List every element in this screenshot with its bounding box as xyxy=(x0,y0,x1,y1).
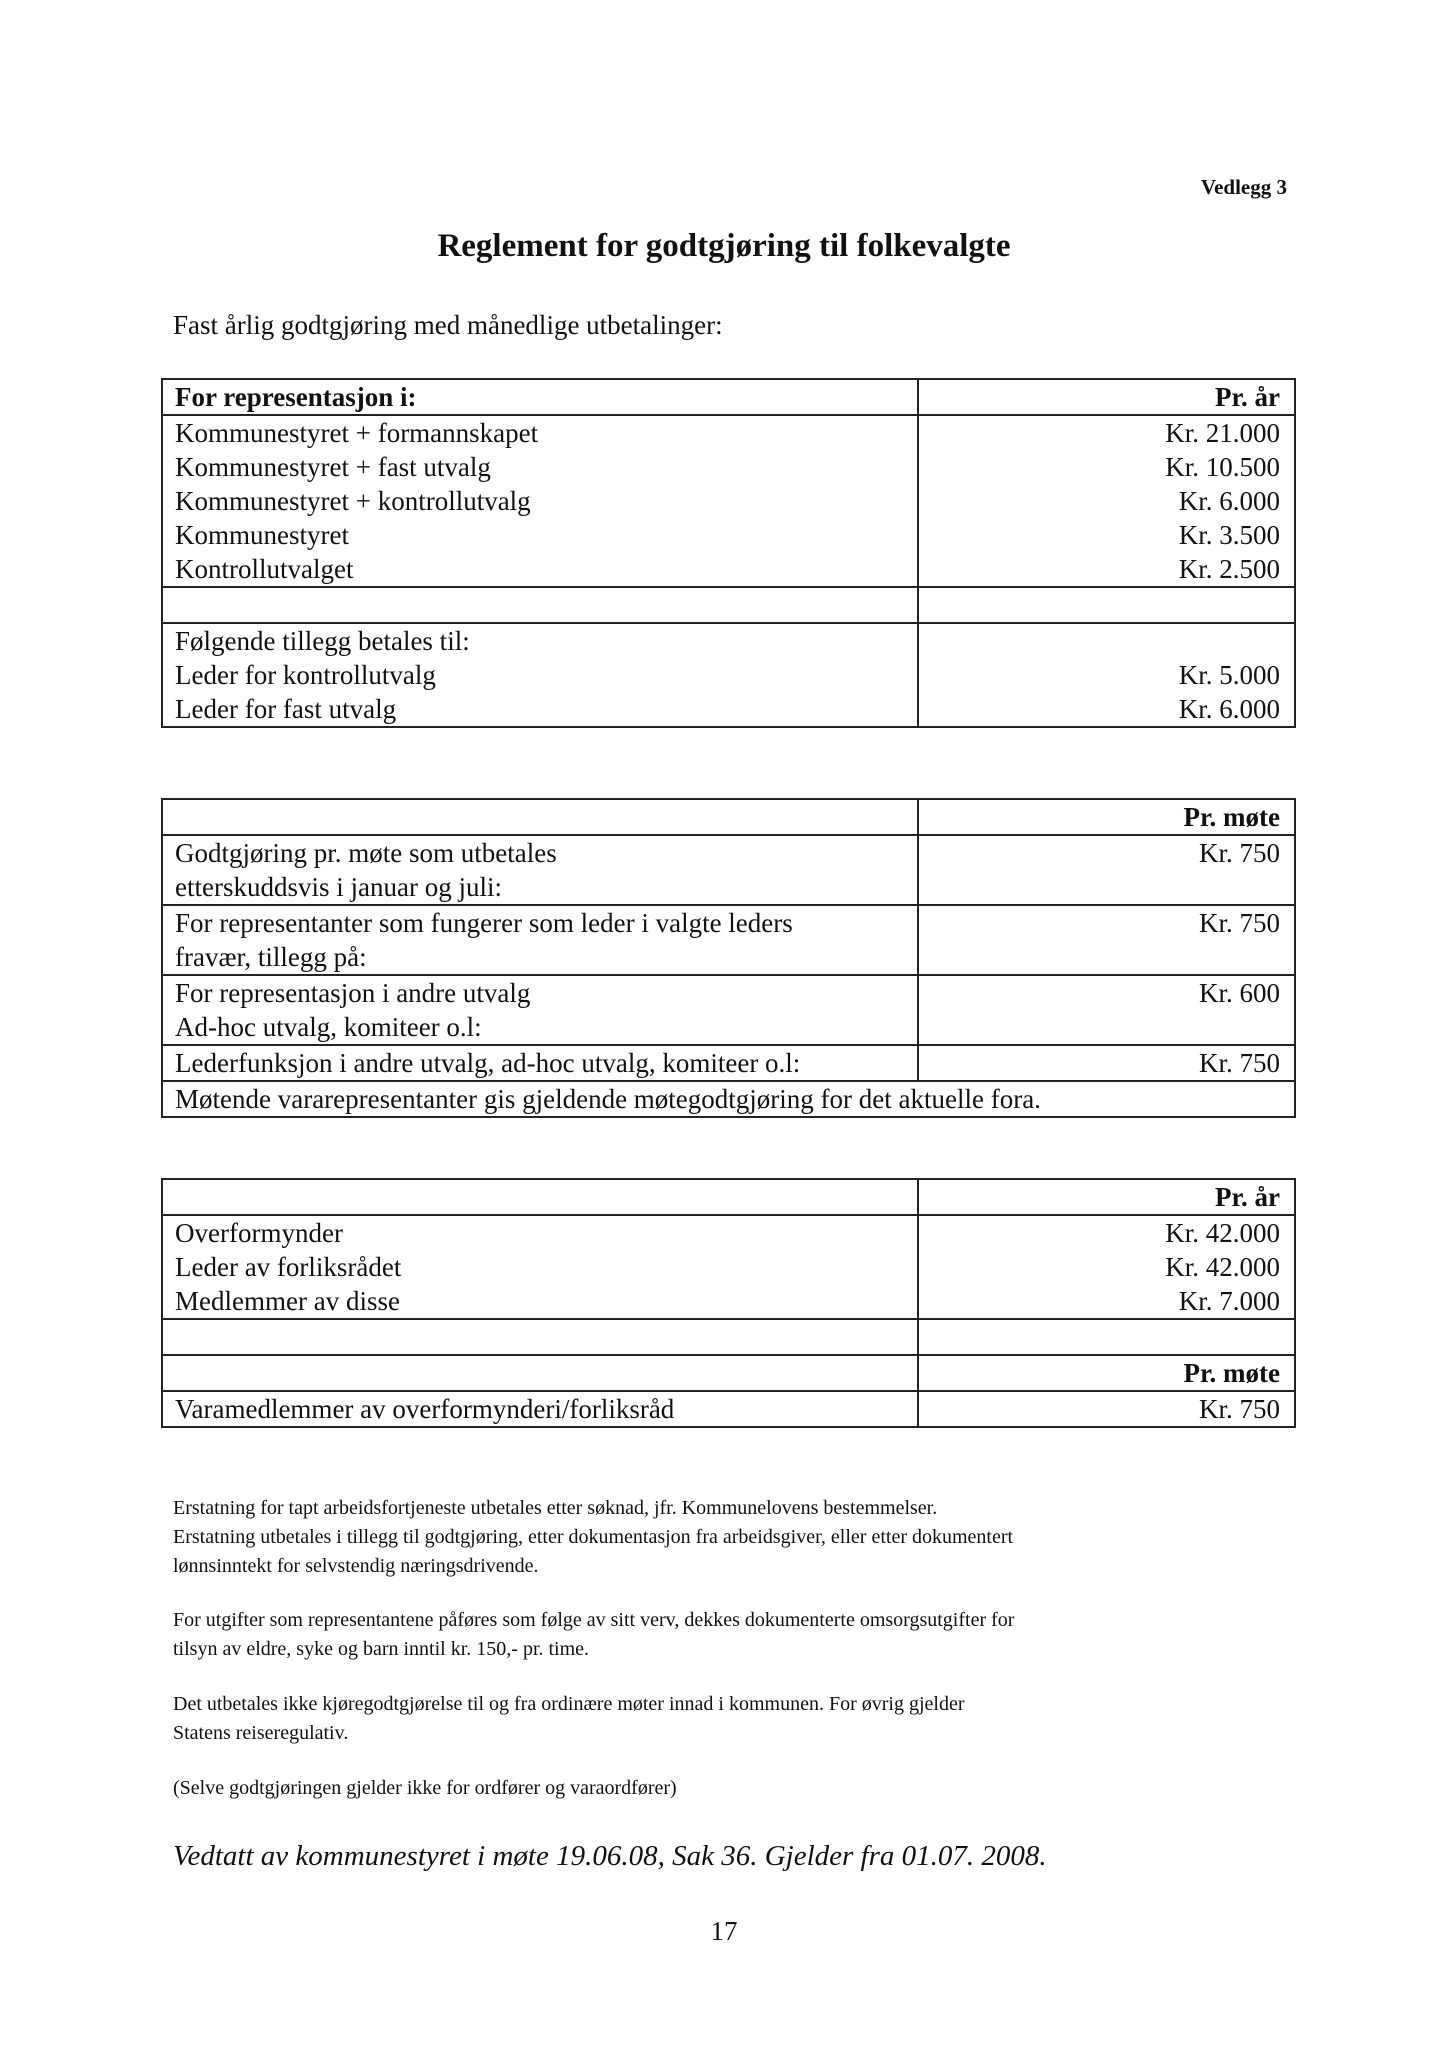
row-label: Varamedlemmer av overformynderi/forliksråd xyxy=(162,1391,918,1427)
row-label: Leder av forliksrådet xyxy=(162,1250,918,1284)
row-value: Kr. 6.000 xyxy=(918,692,1295,727)
column-header-per-meeting: Pr. møte xyxy=(918,1355,1295,1391)
row-label: Lederfunksjon i andre utvalg, ad-hoc utvalg, komiteer o.l: xyxy=(162,1045,918,1081)
row-label: Kommunestyret + formannskapet xyxy=(162,415,918,450)
table-row xyxy=(162,1250,1295,1284)
table-empty-row xyxy=(162,1319,1295,1355)
table-row xyxy=(162,450,1295,484)
table-row xyxy=(162,1391,1295,1427)
row-label-line: For representanter som fungerer som leder i valgte leders xyxy=(175,908,793,938)
table-row xyxy=(162,835,1295,905)
row-value: Kr. 5.000 xyxy=(918,658,1295,692)
page-title: Reglement for godtgjøring til folkevalgte xyxy=(437,228,1011,264)
table-row xyxy=(162,623,1295,658)
row-value: Kr. 7.000 xyxy=(918,1284,1295,1319)
note-line: Statens reiseregulativ. xyxy=(173,1722,349,1744)
empty-cell xyxy=(162,799,918,835)
row-value: Kr. 600 xyxy=(918,975,1295,1045)
table-empty-row xyxy=(162,587,1295,623)
note-line: lønnsinntekt for selvstendig næringsdrivende. xyxy=(173,1555,539,1577)
empty-cell xyxy=(162,1355,918,1391)
note-line: (Selve godtgjøringen gjelder ikke for ordfører og varaordfører) xyxy=(173,1777,677,1799)
note-line: For utgifter som representantene påføres som følge av sitt verv, dekkes dokumenterte omsorgsutgifter for xyxy=(173,1609,1015,1631)
row-label: Kommunestyret + fast utvalg xyxy=(162,450,918,484)
row-value: Kr. 42.000 xyxy=(918,1250,1295,1284)
table-footer-row xyxy=(162,1081,1295,1117)
row-label xyxy=(162,905,918,975)
empty-cell xyxy=(918,587,1295,623)
row-value: Kr. 750 xyxy=(918,1391,1295,1427)
note-line: Erstatning for tapt arbeidsfortjeneste utbetales etter søknad, jfr. Kommunelovens bestemmelser. xyxy=(173,1497,938,1519)
column-header-per-year: Pr. år xyxy=(918,1179,1295,1215)
row-value: Kr. 6.000 xyxy=(918,484,1295,518)
table-row xyxy=(162,905,1295,975)
table-row xyxy=(162,552,1295,587)
note-paragraph-mayor-exception xyxy=(173,1774,1283,1803)
row-value: Kr. 750 xyxy=(918,1045,1295,1081)
row-label: Kommunestyret + kontrollutvalg xyxy=(162,484,918,518)
table-row xyxy=(162,975,1295,1045)
column-header-per-meeting: Pr. møte xyxy=(918,799,1295,835)
page-number: 17 xyxy=(710,1916,738,1946)
note-line: Det utbetales ikke kjøregodtgjørelse til og fra ordinære møter innad i kommunen. For øvrig gjelder xyxy=(173,1693,965,1715)
row-label-line: Ad-hoc utvalg, komiteer o.l: xyxy=(175,1012,482,1042)
table-row xyxy=(162,484,1295,518)
row-value: Kr. 2.500 xyxy=(918,552,1295,587)
row-label: Medlemmer av disse xyxy=(162,1284,918,1319)
note-paragraph-lost-earnings xyxy=(173,1494,1283,1581)
row-label: Kommunestyret xyxy=(162,518,918,552)
row-label: Leder for fast utvalg xyxy=(162,692,918,727)
table-header-row xyxy=(162,799,1295,835)
table-header-row xyxy=(162,1179,1295,1215)
note-paragraph-travel xyxy=(173,1690,1283,1748)
row-label xyxy=(162,835,918,905)
column-header-representation: For representasjon i: xyxy=(162,379,918,415)
row-value: Kr. 21.000 xyxy=(918,415,1295,450)
table-header-row xyxy=(162,1355,1295,1391)
row-value: Kr. 3.500 xyxy=(918,518,1295,552)
empty-cell xyxy=(162,1179,918,1215)
table-row xyxy=(162,518,1295,552)
attachment-label: Vedlegg 3 xyxy=(1200,175,1287,199)
table-row xyxy=(162,415,1295,450)
row-label: Leder for kontrollutvalg xyxy=(162,658,918,692)
table-header-row xyxy=(162,379,1295,415)
note-line: tilsyn av eldre, syke og barn inntil kr. 150,- pr. time. xyxy=(173,1638,590,1660)
table-row xyxy=(162,1215,1295,1250)
empty-cell xyxy=(918,623,1295,658)
column-header-per-year: Pr. år xyxy=(918,379,1295,415)
row-label: Kontrollutvalget xyxy=(162,552,918,587)
representation-fee-table xyxy=(161,378,1296,728)
note-line: Erstatning utbetales i tillegg til godtgjøring, etter dokumentasjon fra arbeidsgiver, eller etter dokumentert xyxy=(173,1526,1014,1548)
table-row xyxy=(162,1045,1295,1081)
substitute-note: Møtende vararepresentanter gis gjeldende møtegodtgjøring for det aktuelle fora. xyxy=(162,1081,1295,1117)
row-label xyxy=(162,975,918,1045)
table-row xyxy=(162,658,1295,692)
row-value: Kr. 750 xyxy=(918,835,1295,905)
meeting-fee-table xyxy=(161,798,1296,1118)
row-value: Kr. 42.000 xyxy=(918,1215,1295,1250)
row-label: Overformynder xyxy=(162,1215,918,1250)
table-row xyxy=(162,1284,1295,1319)
empty-cell xyxy=(162,1319,918,1355)
row-label-line: Godtgjøring pr. møte som utbetales xyxy=(175,838,557,868)
row-label-line: fravær, tillegg på: xyxy=(175,942,367,972)
adoption-statement: Vedtatt av kommunestyret i møte 19.06.08, Sak 36. Gjelder fra 01.07. 2008. xyxy=(173,1840,1047,1872)
row-value: Kr. 10.500 xyxy=(918,450,1295,484)
row-label-line: etterskuddsvis i januar og juli: xyxy=(175,872,502,902)
empty-cell xyxy=(918,1319,1295,1355)
row-value: Kr. 750 xyxy=(918,905,1295,975)
empty-cell xyxy=(162,587,918,623)
note-paragraph-care-expenses xyxy=(173,1606,1283,1664)
table-row xyxy=(162,692,1295,727)
guardian-council-fee-table xyxy=(161,1178,1296,1428)
intro-text: Fast årlig godtgjøring med månedlige utbetalinger: xyxy=(173,310,723,340)
row-label-line: For representasjon i andre utvalg xyxy=(175,978,531,1008)
supplement-heading: Følgende tillegg betales til: xyxy=(162,623,918,658)
